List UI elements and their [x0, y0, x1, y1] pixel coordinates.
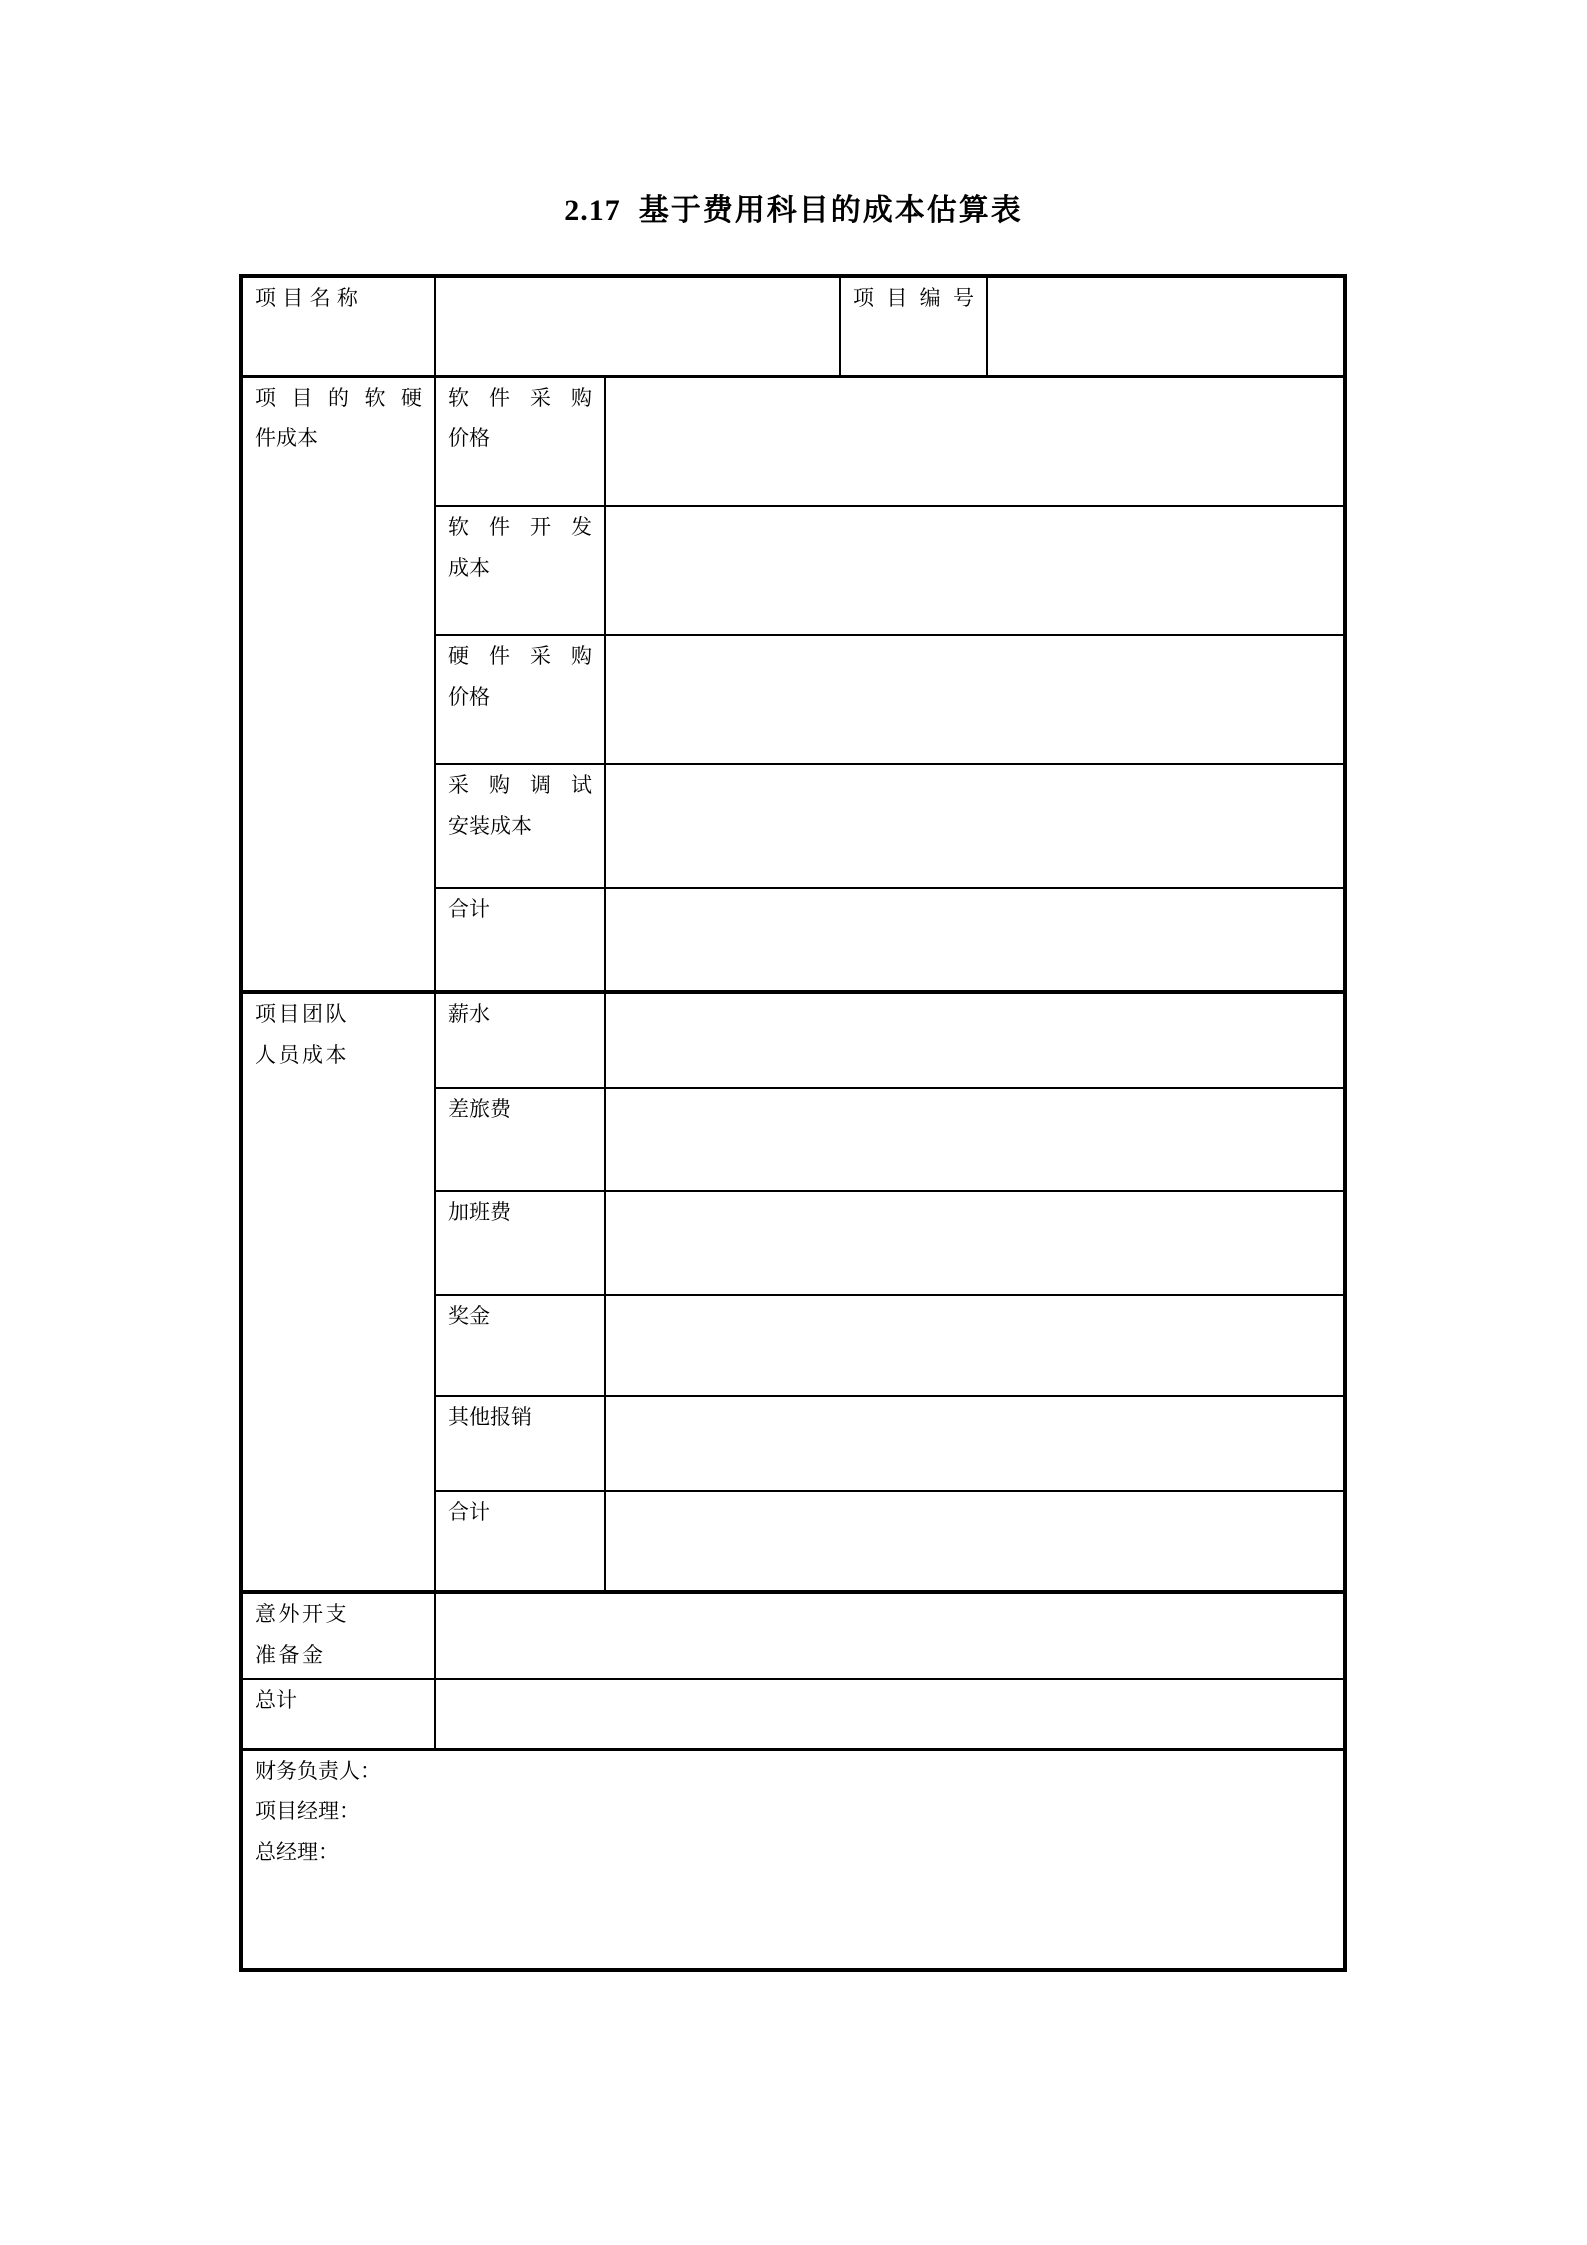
finance-manager-signature-line: 财务负责人：	[255, 1758, 381, 1783]
team-section-label-line1: 项目团队	[255, 1002, 350, 1026]
label-line2: 安装成本	[448, 813, 532, 838]
hw-row-software-purchase	[241, 376, 1345, 506]
project-name-value-cell	[435, 276, 840, 376]
contingency-row	[241, 1592, 1345, 1679]
title-text: 基于费用科目的成本估算表	[638, 194, 1023, 227]
purchase-debug-install-cost-value-cell	[605, 764, 1345, 888]
overtime-pay-label-cell: 加班费	[435, 1191, 605, 1295]
grand-total-row	[241, 1679, 1345, 1749]
hw-section-label-line1: 项目的软硬	[255, 385, 422, 410]
label-line2: 价格	[448, 426, 490, 451]
software-development-cost-label-cell	[435, 506, 605, 635]
other-reimbursement-value-cell	[605, 1396, 1345, 1491]
label-line1: 软件采购	[448, 385, 592, 410]
purchase-debug-install-cost-label-cell	[435, 764, 605, 888]
hw-cost-section-label-cell	[241, 376, 435, 992]
label-line1: 软件开发	[448, 515, 592, 539]
travel-expense-value-cell	[605, 1088, 1345, 1191]
software-purchase-price-label-cell	[435, 376, 605, 506]
other-reimbursement-label-cell: 其他报销	[435, 1396, 605, 1491]
project-code-label-cell: 项目编号	[840, 276, 987, 376]
team-section-label-line2: 人员成本	[255, 1042, 350, 1067]
contingency-label-line2: 准备金	[255, 1642, 326, 1667]
contingency-label-cell	[241, 1592, 435, 1679]
hardware-purchase-price-value-cell	[605, 635, 1345, 764]
project-code-value-cell	[987, 276, 1345, 376]
overtime-pay-value-cell	[605, 1191, 1345, 1295]
grand-total-label-cell: 总计	[241, 1679, 435, 1749]
label-line2: 价格	[448, 684, 490, 709]
label-line2: 成本	[448, 555, 490, 580]
hw-subtotal-label-cell: 合计	[435, 888, 605, 992]
contingency-value-cell	[435, 1592, 1345, 1679]
travel-expense-label-cell: 差旅费	[435, 1088, 605, 1191]
hw-subtotal-value-cell	[605, 888, 1345, 992]
software-purchase-price-value-cell	[605, 376, 1345, 506]
cost-estimation-table	[239, 274, 1347, 1972]
signature-row	[241, 1749, 1345, 1970]
page-title	[0, 194, 1587, 227]
bonus-label-cell: 奖金	[435, 1295, 605, 1396]
grand-total-value-cell	[435, 1679, 1345, 1749]
project-name-label-cell: 项目名称	[241, 276, 435, 376]
bonus-value-cell	[605, 1295, 1345, 1396]
contingency-label-line1: 意外开支	[255, 1602, 350, 1626]
salary-value-cell	[605, 992, 1345, 1088]
software-development-cost-value-cell	[605, 506, 1345, 635]
title-section-number: 2.17	[564, 194, 621, 227]
project-manager-signature-line: 项目经理：	[255, 1799, 360, 1824]
team-cost-section-label-cell	[241, 992, 435, 1592]
header-row	[241, 276, 1345, 376]
team-subtotal-value-cell	[605, 1491, 1345, 1592]
salary-label-cell: 薪水	[435, 992, 605, 1088]
label-line1: 采购调试	[448, 773, 592, 797]
hardware-purchase-price-label-cell	[435, 635, 605, 764]
general-manager-signature-line: 总经理：	[255, 1840, 339, 1865]
signature-block-cell	[241, 1749, 1345, 1970]
team-row-salary	[241, 992, 1345, 1088]
team-subtotal-label-cell: 合计	[435, 1491, 605, 1592]
label-line1: 硬件采购	[448, 644, 592, 668]
hw-section-label-line2: 件成本	[255, 426, 318, 451]
